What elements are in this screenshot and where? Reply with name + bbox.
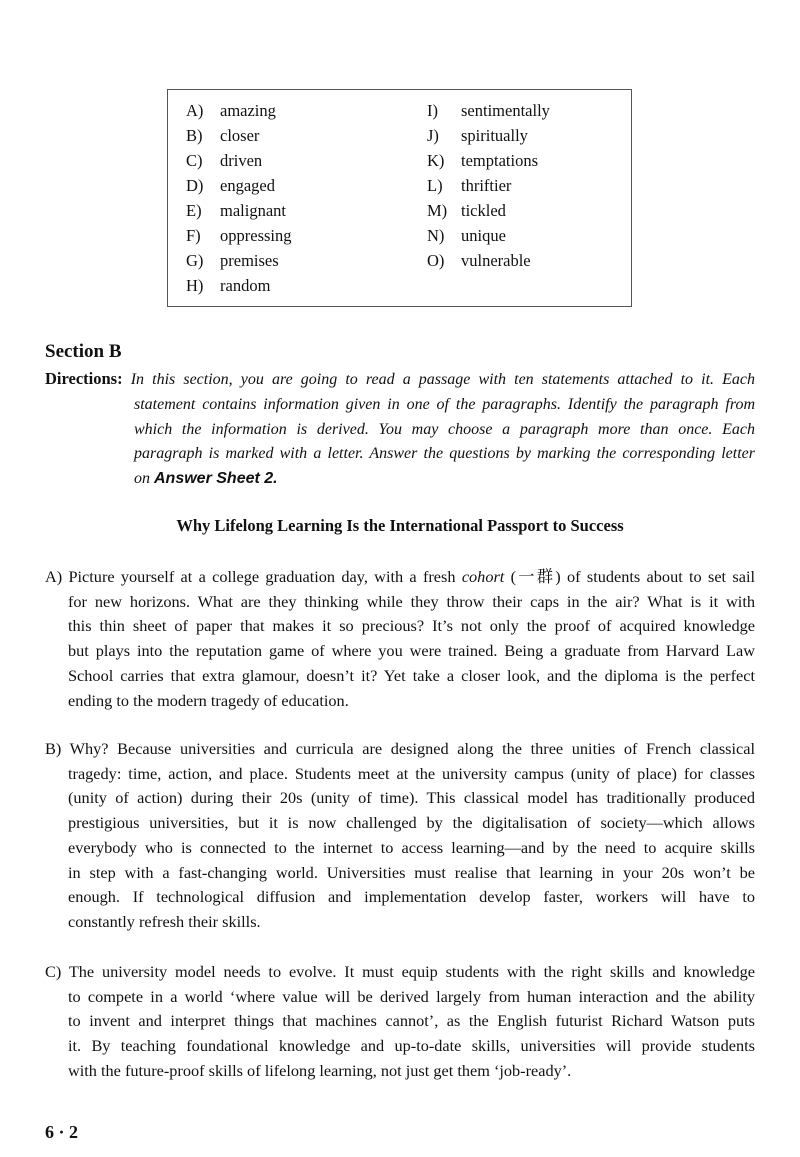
- directions-line: which the information is derived. You may choose a paragraph more than once. Each: [134, 420, 755, 438]
- paragraph-line: B) Why? Because universities and curricula are designed along the three unities of French classical: [45, 739, 755, 758]
- directions: [45, 367, 755, 492]
- directions-line: paragraph is marked with a letter. Answer the questions by marking the corresponding letter: [134, 445, 755, 463]
- paragraph-line: prestigious universities, but it is now challenged by the digitalisation of society—which allows: [68, 813, 755, 833]
- paragraph-a: [45, 565, 755, 713]
- passage-title: Why Lifelong Learning Is the International Passport to Success: [176, 516, 624, 535]
- section-title: Section B: [45, 341, 122, 362]
- word-option: N) unique: [427, 226, 506, 245]
- word-option: C) driven: [186, 151, 263, 170]
- paragraph-line: everybody who is connected to the internet to access learning—and by the need to acquire skills: [68, 837, 755, 857]
- paragraph-line: School carries that extra glamour, doesn’t it? Yet take a closer look, and the diploma is the perfect: [68, 665, 755, 685]
- paragraph-line: it. By teaching foundational knowledge and up-to-date skills, universities will provide students: [68, 1036, 755, 1056]
- paragraph-line: (unity of action) during their 20s (unity of time). This classical model has traditionally produced: [68, 788, 755, 808]
- paragraph-line: for new horizons. What are they thinking while they throw their caps in the air? What is it with: [68, 591, 755, 611]
- word-option: L) thriftier: [427, 176, 512, 195]
- paragraph-c: [45, 960, 755, 1084]
- word-option: I) sentimentally: [427, 101, 550, 120]
- paragraph-line: enough. If technological diffusion and implementation develop faster, workers will have to: [68, 887, 755, 907]
- word-option: A) amazing: [186, 101, 276, 120]
- directions-line: on Answer Sheet 2.: [134, 470, 278, 488]
- word-option: O) vulnerable: [427, 251, 531, 270]
- paragraph-line: to compete in a world ‘where value will be derived largely from human interaction and the ability: [68, 986, 755, 1006]
- paragraph-line: A) Picture yourself at a college graduation day, with a fresh cohort (一群) of students about to set sail: [45, 567, 755, 586]
- directions-label: Directions:: [45, 369, 123, 388]
- paragraph-b: [45, 737, 755, 935]
- word-option: H) random: [186, 276, 271, 295]
- word-option: M) tickled: [427, 201, 506, 220]
- directions-line: statement contains information given in one of the paragraphs. Identify the paragraph from: [134, 395, 755, 413]
- word-option: J) spiritually: [427, 126, 528, 145]
- paragraph-line: to invent and interpret things that machines cannot’, as the English futurist Richard Watson puts: [68, 1011, 755, 1031]
- page-number: 6 · 2: [45, 1122, 79, 1142]
- word-bank-right-column: [427, 98, 550, 273]
- word-option: F) oppressing: [186, 226, 292, 245]
- answer-sheet-ref: Answer Sheet 2.: [154, 470, 278, 488]
- paragraph-line: tragedy: time, action, and place. Students meet at the university campus (unity of place) for classes: [68, 763, 755, 783]
- paragraph-line: this thin sheet of paper that makes it so precious? It’s not only the proof of acquired knowledge: [68, 616, 755, 636]
- paragraph-line: C) The university model needs to evolve. It must equip students with the right skills and knowledge: [45, 962, 755, 981]
- paragraph-line: constantly refresh their skills.: [68, 911, 261, 931]
- paragraph-line: ending to the modern tragedy of education.: [68, 690, 349, 710]
- paragraph-line: with the future-proof skills of lifelong learning, not just get them ‘job-ready’.: [68, 1060, 572, 1080]
- paragraph-line: but plays into the reputation game of where you were trained. Being a graduate from Harvard Law: [68, 641, 755, 661]
- word-bank-left-column: [186, 98, 292, 298]
- word-option: K) temptations: [427, 151, 538, 170]
- paragraph-line: in step with a fast-changing world. Universities must realise that learning in your 20s won’t be: [68, 862, 755, 882]
- word-option: E) malignant: [186, 201, 286, 220]
- directions-line: Directions: In this section, you are going to read a passage with ten statements attached to it. Each: [45, 369, 756, 388]
- word-bank-box: [167, 89, 632, 307]
- word-option: B) closer: [186, 126, 260, 145]
- word-option: D) engaged: [186, 176, 275, 195]
- word-option: G) premises: [186, 251, 279, 270]
